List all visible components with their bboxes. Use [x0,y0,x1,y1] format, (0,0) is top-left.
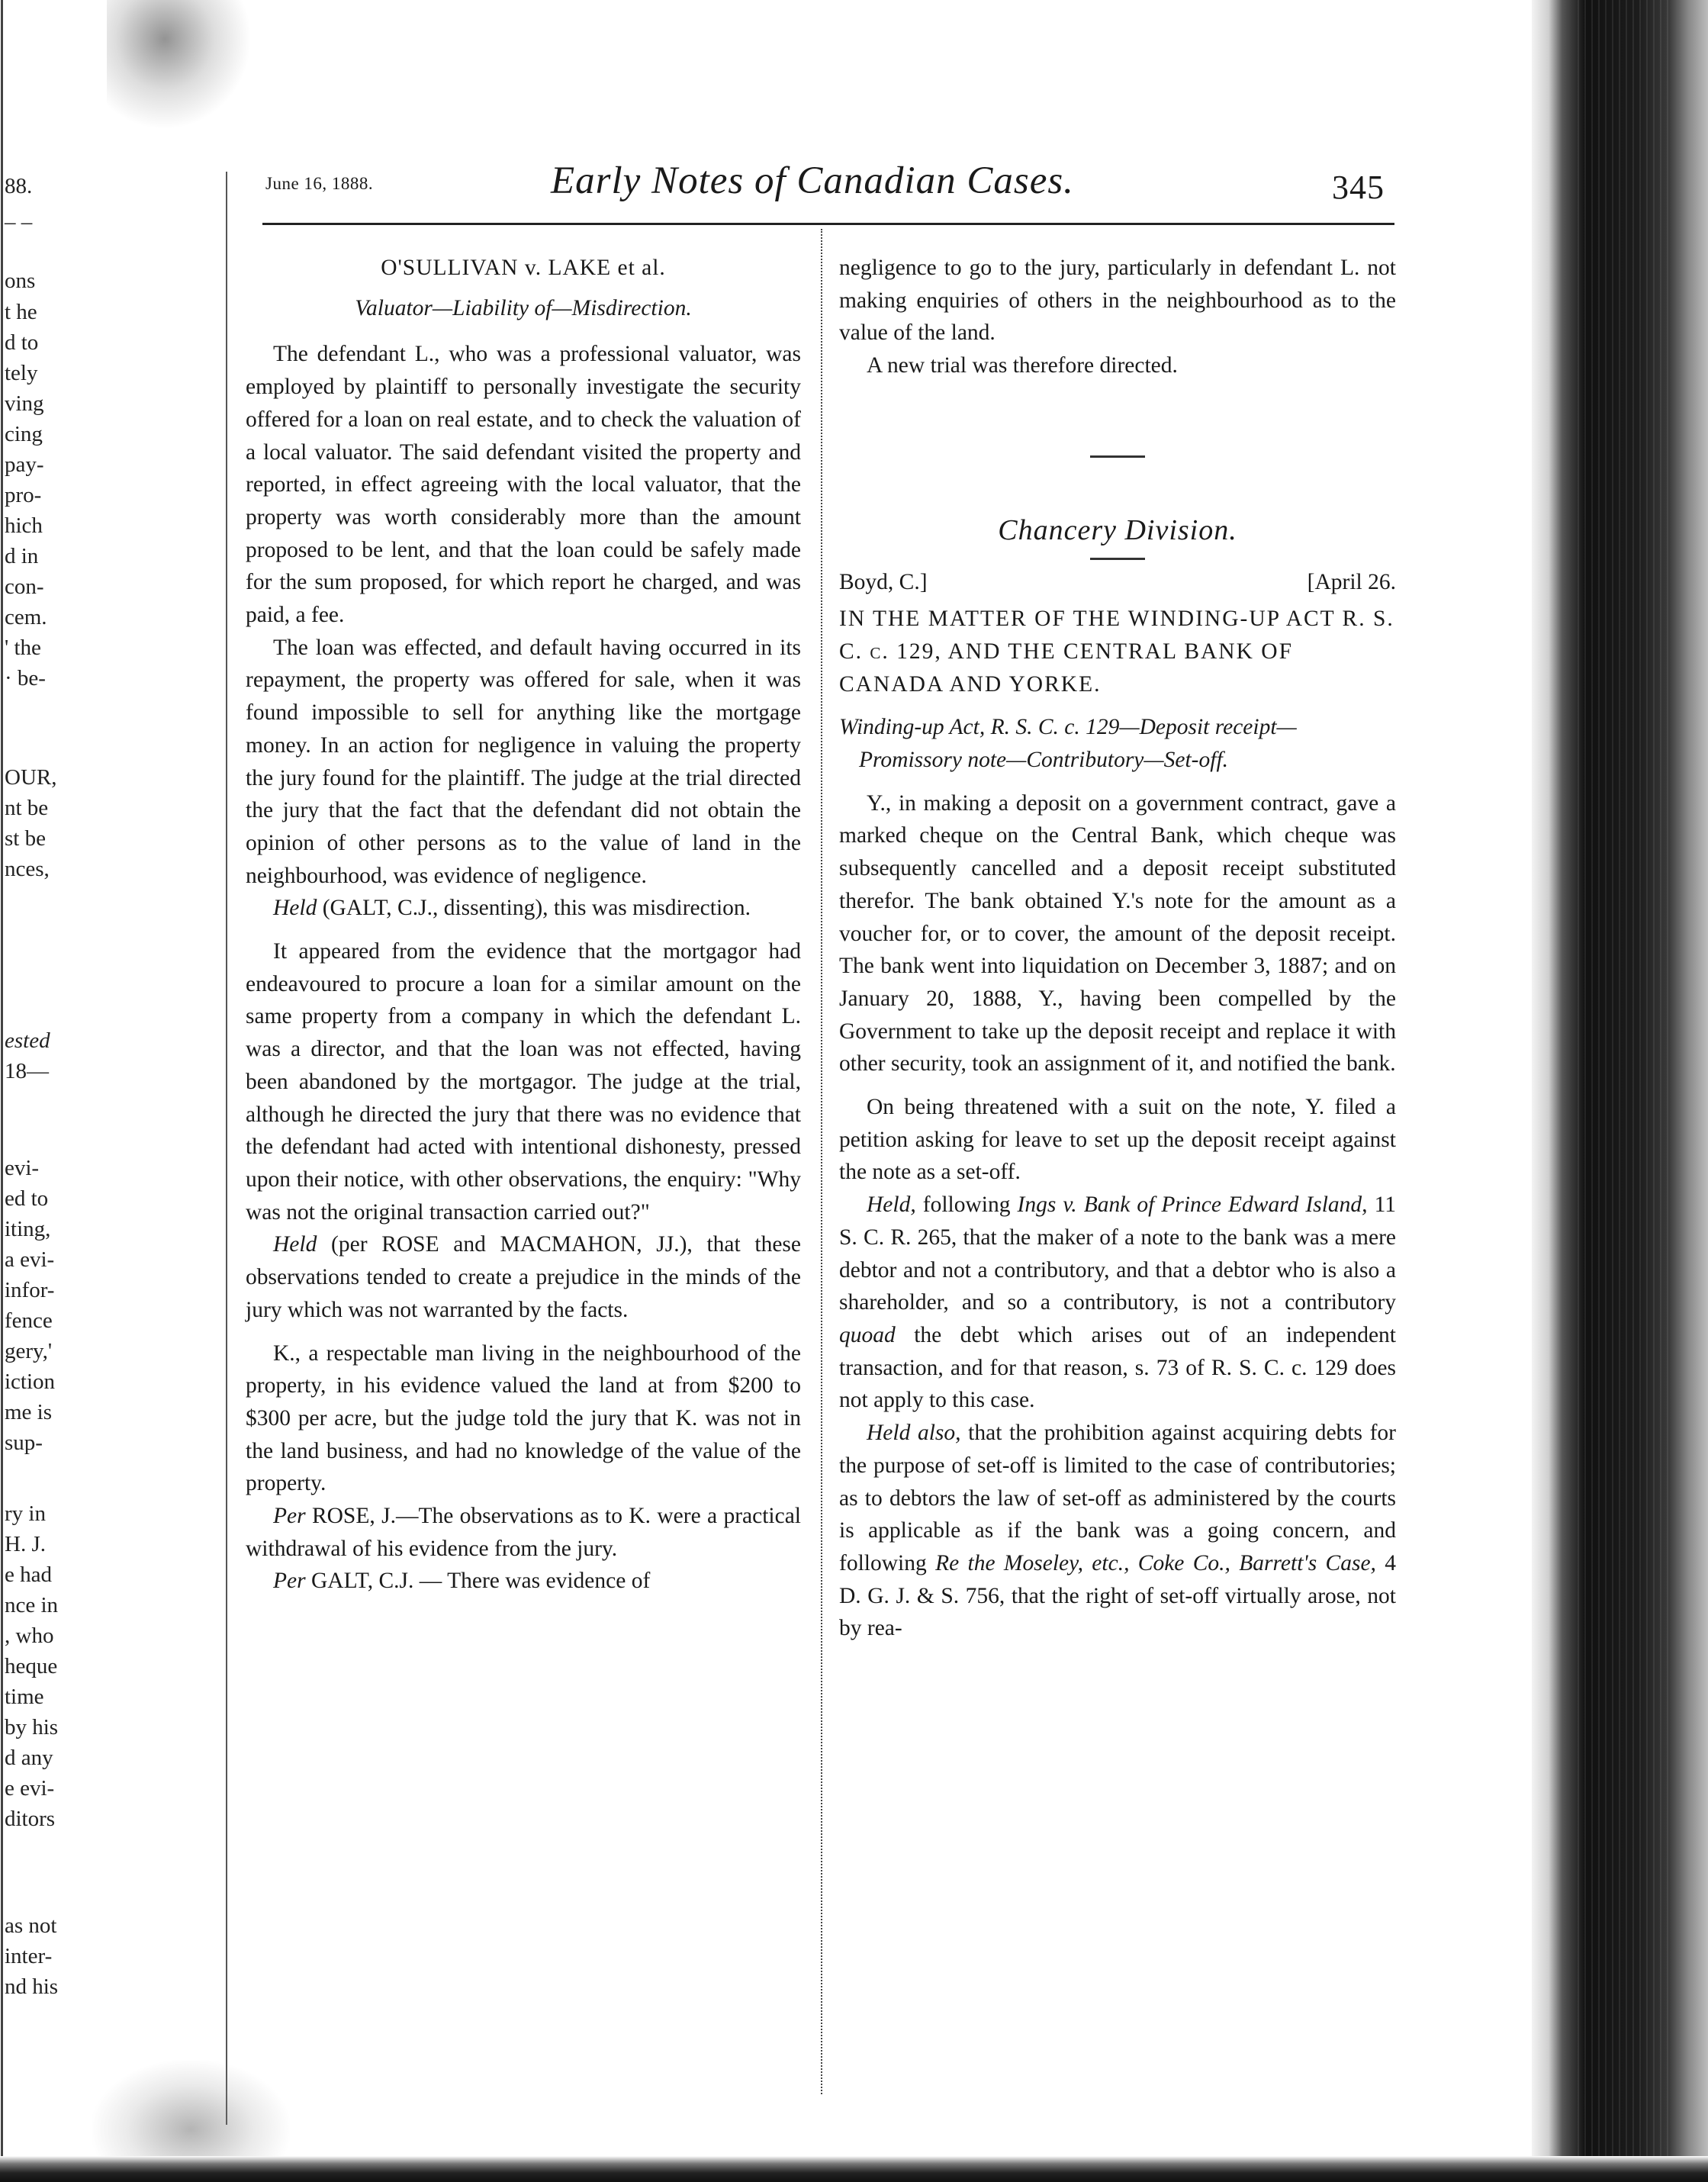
column-divider [821,229,822,2094]
case-citation: Ings v. Bank of Prince Edward Island, [1017,1192,1368,1218]
previous-page-text-fragment: pro- [5,483,42,507]
case-citation: Re the Moseley, etc., Coke Co., Barrett's Case, [935,1550,1376,1575]
judge: Boyd, C.] [839,569,928,594]
held-label: Held [273,1232,317,1257]
paragraph: K., a respectable man living in the neighbourhood of the property, in his evidence valued the land at from $200 to $300 per acre, but the judge told the jury that K. was not in the land business, and had no knowledge of the value of the property. [246,1340,801,1496]
book-binding-shadow [1532,0,1708,2182]
decision-date: [April 26. [1307,569,1396,594]
previous-page-text-fragment: , who [5,1624,54,1648]
previous-page-text-fragment: by his [5,1715,59,1739]
previous-page-text-fragment: ditors [5,1807,56,1831]
paragraph-text: 11 S. C. R. 265, that the maker of a note to the bank was a mere debtor and not a contributory, and that a debtor who is also a shareholder, and so a contributory, is not a contributory [839,1192,1396,1315]
previous-page-text-fragment: as not [5,1913,57,1938]
paragraph: The loan was effected, and default having occurred in its repayment, the property was offered for sale, when it was found impossible to sell for anything like the mortgage money. In an action for negligence in valuing the property the jury found for the plaintiff. The judge at the trial directed the jury that the fact that the defendant did not obtain the opinion of other persons as to the value of land in the neighbourhood, was evidence of negligence. [246,635,801,888]
previous-page-text-fragment: ed to [5,1186,49,1211]
running-header [265,159,1394,204]
page-number: 345 [1332,169,1385,206]
journal-title: Early Notes of Canadian Cases. [551,159,1074,202]
paragraph-text: that the prohibition against acquiring debts for the purpose of set-off is limited to the case of contributories; as to debtors the law of set-off as administered by the courts is applicable as if the bank was a going concern, and following [839,1421,1396,1575]
paragraph: On being threatened with a suit on the note, Y. filed a petition asking for leave to set up the deposit receipt against the note as a set-off. [839,1095,1396,1185]
paragraph-text: following [922,1192,1011,1218]
scan-noise-top [107,0,252,130]
previous-page-text-fragment: nt be [5,796,49,820]
paragraph-text: 4 D. G. J. & S. 756, that the right of set-off virtually arose, not by rea- [839,1550,1397,1641]
previous-page-text-fragment: d in [5,544,39,568]
headnote: Valuator—Liability of—Misdirection. [355,295,692,320]
held-also-paragraph [839,1417,1396,1645]
previous-page-text-fragment: ving [5,391,44,416]
previous-page-text-fragment: nce in [5,1593,59,1617]
previous-page-text-fragment: hich [5,513,43,538]
per-paragraph [246,1565,801,1598]
paragraph-text: (GALT, C.J., dissenting), this was misdirection. [322,896,751,921]
bottom-scan-edge [0,2156,1708,2182]
previous-page-text-fragment: nd his [5,1974,59,1999]
previous-page-text-fragment: d any [5,1746,53,1770]
continuation-paragraph: negligence to go to the jury, particularly in defendant L. not making enquiries of others in the neighbourhood as to the value of the land. [839,256,1396,346]
previous-page-text-fragment: sup- [5,1431,43,1455]
bench-line [839,566,1396,599]
previous-page-text-fragment: infor- [5,1278,55,1302]
previous-page-text-fragment: heque [5,1654,58,1678]
paragraph: The defendant L., who was a professional valuator, was employed by plaintiff to personally investigate the security offered for a loan on real estate, and to check the valuation of a local valuator. The said defendant visited the property and reported, in effect agreeing with the local valuator, that the property was worth considerably more than the amount proposed to be lent, and that the loan could be safely made for the sum proposed, for which report he charged, and was paid, a fee. [246,342,801,628]
previous-page-text-fragment: e evi- [5,1776,55,1801]
division-heading: Chancery Division. [998,513,1237,546]
previous-page-text-fragment: nces, [5,857,50,881]
held-also-label: Held also, [867,1421,961,1446]
previous-page-text-fragment: tely [5,361,38,385]
latin-term: quoad [839,1322,896,1347]
previous-page-text-fragment: OUR, [5,765,57,790]
case-title: O'SULLIVAN v. LAKE et al. [381,256,666,280]
per-label: Per [273,1569,306,1594]
header-rule [262,223,1394,225]
previous-page-text-fragment: e had [5,1562,52,1587]
paragraph-text: the debt which arises out of an independent transaction, and for that reason, s. 73 of R. S. C. c. 129 does not apply to this case. [839,1322,1396,1413]
previous-page-text-fragment: cing [5,422,43,446]
previous-page-text-fragment: ' the [5,636,41,660]
held-label: Held, [867,1192,916,1218]
previous-page-text-fragment: ons [5,269,36,293]
previous-page-text-fragment: · be- [5,666,46,690]
previous-page-text-fragment: H. J. [5,1532,46,1556]
previous-page-text-fragment: time [5,1685,44,1709]
per-paragraph [246,1500,801,1565]
previous-page-margin-rule [226,172,227,2125]
previous-page-sliver [0,0,107,2182]
previous-page-text-fragment: inter- [5,1944,53,1968]
right-column [839,252,1396,1645]
previous-page-text-fragment: a evi- [5,1247,55,1272]
previous-page-text-fragment: cem. [5,605,47,629]
previous-page-text-fragment: iction [5,1369,56,1394]
per-label: Per [273,1504,306,1529]
previous-page-text-fragment: ested [5,1028,50,1053]
paragraph-text: GALT, C.J. — There was evidence of [310,1569,651,1594]
paragraph-text: (per ROSE and MACMAHON, JJ.), that these observations tended to create a prejudice in the minds of the jury which was not warranted by the facts. [246,1232,802,1322]
header-date: June 16, 1888. [265,174,374,193]
previous-page-text-fragment: fence [5,1308,53,1333]
previous-page-text-fragment: t he [5,300,37,324]
previous-page-text-fragment: iting, [5,1217,51,1241]
scan-noise-bottom [92,2060,290,2159]
held-paragraph [246,892,801,925]
paragraph: It appeared from the evidence that the mortgagor had endeavoured to procure a loan for a similar amount on the same property from a company in which the defendant L. was a director, and that the loan was not effected, having been abandoned by the mortgagor. The judge at the trial, although he directed the jury that there was no evidence that the defendant had acted with intentional dishonesty, pressed upon their notice, with other observations, the enquiry: "Why was not the original transaction carried out?" [246,939,801,1225]
paragraph: Y., in making a deposit on a government contract, gave a marked cheque on the Central Bank, which cheque was subsequently cancelled and a deposit receipt substituted therefor. The bank obtained Y.'s note for the amount as a voucher for, or to cover, the amount of the deposit receipt. The bank went into liquidation on December 3, 1887; and on January 20, 1888, Y., having been compelled by the Government to take up the deposit receipt and replace it with other security, took an assignment of it, and notified the bank. [839,790,1396,1077]
held-paragraph [246,1228,801,1326]
previous-page-text-fragment: pay- [5,452,44,477]
held-label: Held [273,896,317,921]
matter-heading: IN THE MATTER OF THE WINDING-UP ACT R. S. C. c. 129, AND THE CENTRAL BANK OF CANADA AND YORKE. [839,607,1394,697]
previous-page-text-fragment: ry in [5,1501,46,1526]
previous-page-text-fragment: d to [5,330,39,355]
previous-page-text-fragment: gery,' [5,1339,53,1363]
previous-page-text-fragment: 18— [5,1059,49,1083]
left-column [246,252,801,1598]
previous-page-text-fragment: evi- [5,1156,40,1180]
paragraph-text: ROSE, J.—The observations as to K. were a practical withdrawal of his evidence from the jury. [246,1504,802,1561]
previous-page-text-fragment: me is [5,1400,53,1424]
paragraph: A new trial was therefore directed. [867,353,1178,378]
catchwords: Winding-up Act, R. S. C. c. 129—Deposit receipt—Promissory note—Contributory—Set-off. [839,715,1297,773]
previous-page-text-fragment: 88. [5,174,33,198]
previous-page-text-fragment: st be [5,826,46,851]
previous-page-text-fragment: con- [5,574,44,599]
held-paragraph [839,1189,1396,1417]
previous-page-text-fragment: – – [5,210,33,234]
